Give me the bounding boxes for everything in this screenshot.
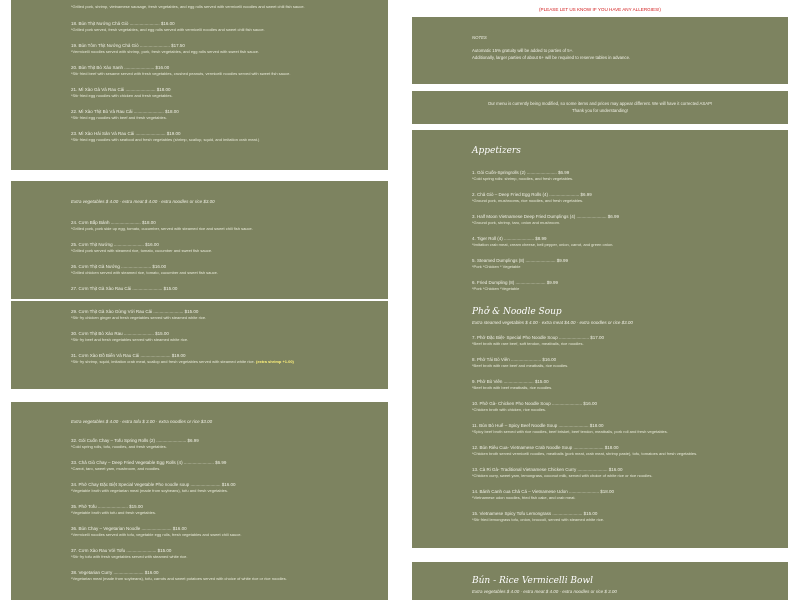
list-item: 2. Chả Giò – Deep Fried Egg Rolls (4) ........................ $6.99 *Ground pork, mushrooms, rice noodles, and fresh vegetables.: [472, 192, 592, 203]
notice-modified: Our menu is currently being modified, so some items and prices may appear different. We will have it corrected ASAP!: [487, 101, 713, 106]
list-item: 9. Phở Bò Viên ........................ $15.00 *Beef broth with beef meatballs, rice noodles.: [472, 379, 553, 390]
section-title-bun: Bún - Rice Vermicelli Bowl: [472, 576, 594, 586]
cut-off-item: 27. Cơm Thịt Gà Xào Rau Cải ........................ $15.00: [71, 286, 178, 291]
list-item: 14. Bánh Canh cua Chả Cá – Vietnamese Udon ........................ $18.00 *Vietnamese udon noodles, fried fish cake, and crab meat.: [472, 489, 615, 500]
extras-line: Extra vegetables $ 4.00 · extra meat $ 4.00 · extra noodles or rice $3.00: [71, 199, 215, 204]
list-item: 18. Bún Thịt Nướng Chả Giò ........................ $16.00 *Grilled pork served, fresh vegetables, and egg rolls served with vermicelli noodles and sweet chili fish sauce.: [71, 21, 265, 32]
list-item: 36. Bún Chay – Vegetarian Noodle ........................ $16.00 *Vermicelli noodles served with tofu, vegetable egg rolls, fresh vegetables and sweet chili sauce.: [71, 526, 242, 537]
extra-shrimp-note: (extra shrimp +1.00): [255, 359, 294, 364]
notice-card: [412, 91, 788, 124]
list-item: 7. Phở Đặc Biệt- Special Pho Noodle Soup ........................ $17.00 *Beef broth with rare beef, soft tendon, meatballs, rice noodles.: [472, 335, 605, 346]
menu-card-vegetarian: [11, 402, 388, 600]
appetizers-card: [412, 130, 788, 548]
list-item: 5. Steamed Dumplings (8) ........................ $9.99 *Pork *Chicken * Vegetable: [472, 258, 569, 269]
section-title-pho: Phở & Noodle Soup: [472, 307, 562, 317]
list-item: 30. Cơm Thịt Bò Xào Rau ........................ $15.00 *Stir fry beef and fresh vegetables served with steamed white rice.: [71, 331, 189, 342]
extras-line: Extra steamed vegetables $ 4.00 · extra meat $4.00 · extra noodles or rice $3.00: [472, 320, 633, 325]
list-item: 4. Tiger Roll (4) ........................ $8.99 *Imitation crab meat, cream cheese, bell pepper, onion, carrot, and green onion.: [472, 236, 614, 247]
list-item: 25. Cơm Thịt Nướng ........................ $16.00 *Grilled pork served with steamed rice, tomato, cucumber and sweet fish sauce.: [71, 242, 213, 253]
notice-thanks: Thank you for understanding!: [572, 108, 628, 113]
list-item: 33. Chả Giò Chay – Deep Fried Vegetable Egg Rolls (4) ........................ $6.99 *Carrot, taro, sweet yam, mushroom, and noodles.: [71, 460, 227, 471]
list-item: 22. Mì Xào Thịt Bò Và Rau Cải ........................ $18.00 *Stir fried egg noodles with beef and fresh vegetables.: [71, 109, 179, 120]
menu-card-rice-continued: [11, 301, 388, 389]
list-item: 23. Mì Xào Hải Sản Và Rau Cải ........................ $19.00 *Stir fried egg noodles with seafood and fresh vegetables (shrimp, scallop, squid, and imitation crab meat.): [71, 131, 260, 142]
list-item: 8. Phở Tái Bò Viên ........................ $16.00 *Beef broth with rare beef and meatballs, rice noodles.: [472, 357, 569, 368]
list-item: 26. Cơm Thịt Gà Nướng ........................ $16.00 *Grilled chicken served with steamed rice, tomato, cucumber and sweet fish sauce.: [71, 264, 218, 275]
list-item: 11. Bún Bò Huế – Spicy Beef Noodle Soup ........................ $18.00 *Spicy beef broth served with rice noodles, beef brisket, beef tendon, meatballs, pork roll and fresh vegetables.: [472, 423, 668, 434]
extras-line: Extra vegetables $ 4.00 · extra tofu $ 3.00 · extra noodles or rice $3.00: [71, 419, 213, 424]
notes-card: [412, 17, 788, 84]
list-item: 35. Phở Tofu ........................ $15.00 *Vegetable broth with tofu and fresh vegetables.: [71, 504, 156, 515]
list-item: 19. Bún Tôm Thịt Nướng Chả Giò ........................ $17.50 *Vermicelli noodles served with shrimp, pork, fresh vegetables, and egg rolls served with sweet fish sauce.: [71, 43, 260, 54]
list-item: 3. Half Moon Vietnamese Deep Fried Dumplings (4) ........................ $6.99 *Ground pork, shrimp, taro, onion and mushroom.: [472, 214, 619, 225]
section-title-appetizers: Appetizers: [472, 146, 521, 156]
list-item: 29. Cơm Thịt Gà Xào Gừng Với Rau Cải ........................ $15.00 *Stir fry chicken ginger and fresh vegetables served with steamed white rice.: [71, 309, 207, 320]
list-item: 24. Cơm Bắp Bánh ........................ $18.00 *Grilled pork, pork side up egg, tomato, cucumber, served with steamed rice and sweet chili fish sauce.: [71, 220, 253, 231]
list-item: 13. Cà Ri Gà- Traditional Vietnamese Chicken Curry ........................ $16.00 *Chicken curry, sweet yam, lemongrass, coconut milk, served with choice of white rice or rice noodles.: [472, 467, 653, 478]
menu-card-rice: [11, 181, 388, 299]
bun-card: [412, 562, 788, 600]
menu-card-noodles-continued: [11, 0, 388, 170]
list-item: 15. Vietnamese Spicy Tofu Lemongrass ........................ $15.00 *Stir fried lemongrass tofu, onion, broccoli, served with steamed white rice.: [472, 511, 605, 522]
item-description: *Grilled pork, shrimp, vietnamese sausage, fresh vegetables, and egg rolls served with vermicelli noodles and sweet chili fish sauce.: [71, 4, 305, 9]
list-item: 21. Mì Xào Gà Và Rau Cải ........................ $18.00 *Stir fried egg noodles with chicken and fresh vegetables.: [71, 87, 173, 98]
list-item: 1. Gỏi Cuốn-Springrolls (2) ........................ $6.99 *Cold spring rolls: shrimp, noodles, and fresh vegetables.: [472, 170, 574, 181]
notes-reservation: Additionally, larger parties of about 6+ will be required to reserve tables in advance.: [472, 55, 631, 60]
list-item: 38. Vegetarian Curry ........................ $16.00 *Vegetarian meat (made from soybeans), tofu, carrots and sweet potatoes served with choice of white rice or rice noodles.: [71, 570, 287, 581]
notes-title: NOTES: [472, 35, 487, 40]
list-item: 32. Gỏi Cuốn Chay – Tofu Spring Rolls (2) ........................ $6.99 *Cold spring rolls, tofu, noodles, and fresh vegetables.: [71, 438, 199, 449]
extras-line: Extra vegetables $ 4.00 · extra meat $ 4.00 · extra noodles or rice $ 3.00: [472, 589, 617, 594]
list-item: 34. Phở Chay Đặc Biệt Special Vegetable Pho noodle soup ........................ $16.00 *Vegetable broth with vegetarian meat (made from soybeans), tofu and fresh vegetables.: [71, 482, 236, 493]
list-item: 20. Bún Thịt Bò Xào Xanh ........................ $16.00 *Stir fried beef with sesame served with fresh vegetables, crushed peanuts, vermicelli noodles served with sweet fish sauce.: [71, 65, 291, 76]
allergy-notice: (PLEASE LET US KNOW IF YOU HAVE ANY ALLERGIES!): [539, 7, 661, 12]
list-item: 37. Cơm Xào Rau Với Tofu ........................ $15.00 *Stir fry tofu with fresh vegetables served with steamed white rice.: [71, 548, 188, 559]
notes-gratuity: Automatic 15% gratuity will be added to parties of 5+.: [472, 48, 574, 53]
list-item: 10. Phở Gà- Chicken Pho Noodle Soup ........................ $16.00 *Chicken broth with chicken, rice noodles.: [472, 401, 598, 412]
list-item: 31. Cơm Xào Đồ Biển Và Rau Cải ........................ $19.00 *Stir fry shrimp, squid, imitation crab meat, scallop and fresh vegetables served with steamed white rice. (extra shrimp +1.00): [71, 353, 294, 364]
list-item: 12. Bún Riêu Cua- Vietnamese Crab Noodle Soup ........................ $18.00 *Chicken broth served vermicelli noodles, meatballs (pork meat, crab meat, shrimp paste), tofu, tomatoes and fresh vegetables.: [472, 445, 698, 456]
list-item: 6. Fried Dumpling (8) ........................ $9.99 *Pork *Chicken *Vegetable: [472, 280, 559, 291]
